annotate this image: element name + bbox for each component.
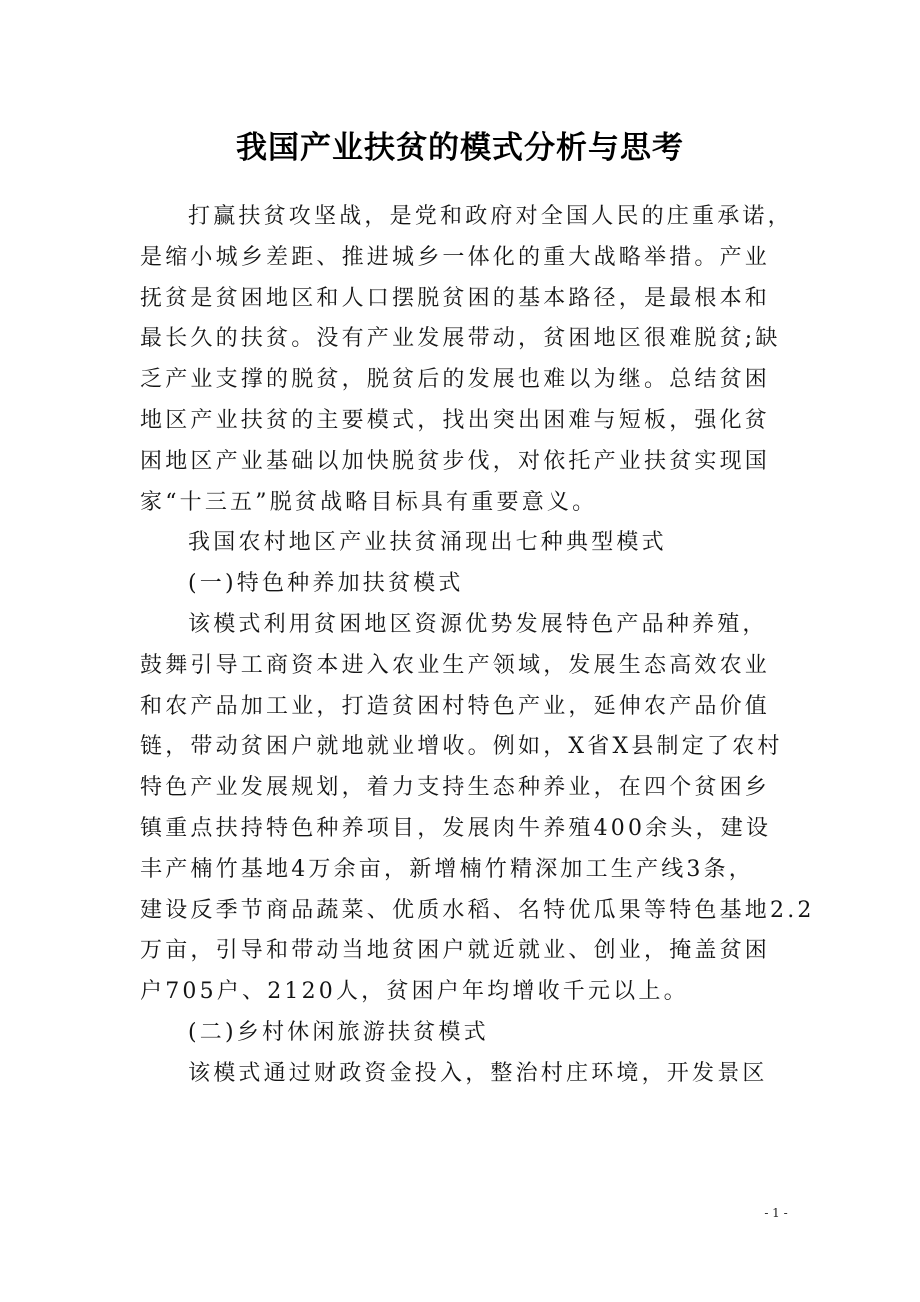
body-line: 打赢扶贫攻坚战，是党和政府对全国人民的庄重承诺， <box>188 204 793 229</box>
body-line: 建设反季节商品蔬菜、优质水稻、名特优瓜果等特色基地2.2 <box>140 897 815 923</box>
body-line: 家“十三五”脱贫战略目标具有重要意义。 <box>140 489 598 515</box>
body-line: 困地区产业基础以加快脱贫步伐，对依托产业扶贫实现国 <box>140 448 771 474</box>
body-line: 地区产业扶贫的主要模式，找出突出困难与短板，强化贫 <box>140 407 771 433</box>
page-number: - 1 - <box>764 1206 788 1220</box>
body-line: 该模式通过财政资金投入，整治村庄环境，开发景区 <box>188 1060 768 1086</box>
body-line: 和农产品加工业，打造贫困村特色产业，延伸农产品价值 <box>140 693 771 719</box>
body-line: 户705户、2120人，贫困户年均增收千元以上。 <box>140 979 689 1005</box>
section-heading: (二)乡村休闲旅游扶贫模式 <box>188 1019 489 1045</box>
body-line: 是缩小城乡差距、推进城乡一体化的重大战略举措。产业 <box>140 244 771 270</box>
body-line: 该模式利用贫困地区资源优势发展特色产品种养殖， <box>188 611 768 637</box>
body-line: 乏产业支撑的脱贫，脱贫后的发展也难以为继。总结贫困 <box>140 367 771 393</box>
body-line: 链，带动贫困户就地就业增收。例如，X省X县制定了农村 <box>140 734 783 760</box>
body-line: 特色产业发展规划，着力支持生态种养业，在四个贫困乡 <box>140 775 771 801</box>
document-title: 我国产业扶贫的模式分析与思考 <box>236 130 684 166</box>
body-line: 抚贫是贫困地区和人口摆脱贫困的基本路径，是最根本和 <box>140 285 771 311</box>
body-line: 我国农村地区产业扶贫涌现出七种典型模式 <box>188 530 667 556</box>
body-line: 鼓舞引导工商资本进入农业生产领域，发展生态高效农业 <box>140 652 771 678</box>
body-line: 万亩，引导和带动当地贫困户就近就业、创业，掩盖贫困 <box>140 938 771 964</box>
body-line: 镇重点扶持特色种养项目，发展肉牛养殖400余头，建设 <box>140 815 772 841</box>
document-body <box>140 197 820 1095</box>
body-line: 丰产楠竹基地4万余亩，新增楠竹精深加工生产线3条， <box>140 856 754 882</box>
section-heading: (一)特色种养加扶贫模式 <box>188 571 464 597</box>
body-line: 最长久的扶贫。没有产业发展带动，贫困地区很难脱贫;缺 <box>140 326 781 352</box>
